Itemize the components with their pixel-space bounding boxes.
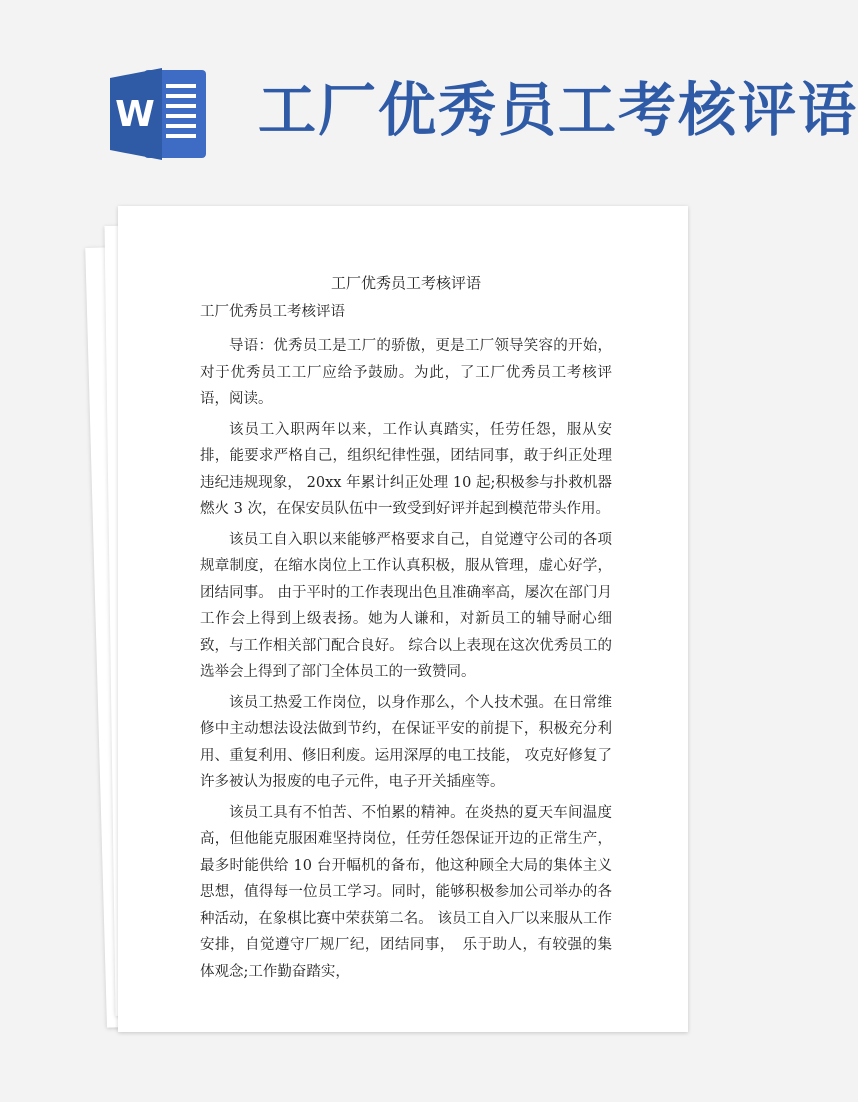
paragraph-3: 该员工热爱工作岗位，以身作那么，个人技术强。在日常维修中主动想法设法做到节约，在保证平安的前提下，积极充分利用、重复利用、修旧利废。运用深厚的电工技能， 攻克好修复了许多被认为报废的电子元件，电子开关插座等。 [200,694,612,790]
header-title: 工厂优秀员工考核评语 [258,76,858,144]
paragraph-1: 该员工入职两年以来，工作认真踏实，任劳任怨，服从安排，能要求严格自己，组织纪律性强，团结同事，敢于纠正处理违纪违规现象， 20xx 年累计纠正处理 10 起;积极参与扑救机器燃火 3 次，在保安员队伍中一致受到好评并起到模范带头作用。 [200,421,612,517]
document-subtitle: 工厂优秀员工考核评语 [200,303,345,320]
paragraph-2: 该员工自入职以来能够严格要求自己，自觉遵守公司的各项规章制度，在缩水岗位上工作认真积极，服从管理，虚心好学，团结同事。 由于平时的工作表现出色且准确率高，屡次在部门月工作会上得到上级表扬。她为人谦和，对新员工的辅导耐心细致，与工作相关部门配合良好。 综合以上表现在这次优秀员工的选举会上得到了部门全体员工的一致赞同。 [200,531,612,680]
svg-text:W: W [115,94,155,135]
page-header [0,0,858,200]
paragraph-intro: 导语：优秀员工是工厂的骄傲，更是工厂领导笑容的开始，对于优秀员工工厂应给予鼓励。为此，了工厂优秀员工考核评语，阅读。 [200,338,612,407]
word-document-icon [110,68,208,160]
document-title: 工厂优秀员工考核评语 [330,274,481,292]
paragraph-4: 该员工具有不怕苦、不怕累的精神。在炎热的夏天车间温度高，但他能克服困难坚持岗位，任劳任怨保证开边的正常生产，最多时能供给 10 台开幅机的备布，他这种顾全大局的集体主义思想，值得每一位员工学习。同时，能够积极参加公司举办的各种活动，在象棋比赛中荣获第二名。 该员工自入厂以来服从工作安排，自觉遵守厂规厂纪，团结同事， 乐于助人，有较强的集体观念;工作勤奋踏实， [200,804,612,980]
document-body [200,270,612,989]
